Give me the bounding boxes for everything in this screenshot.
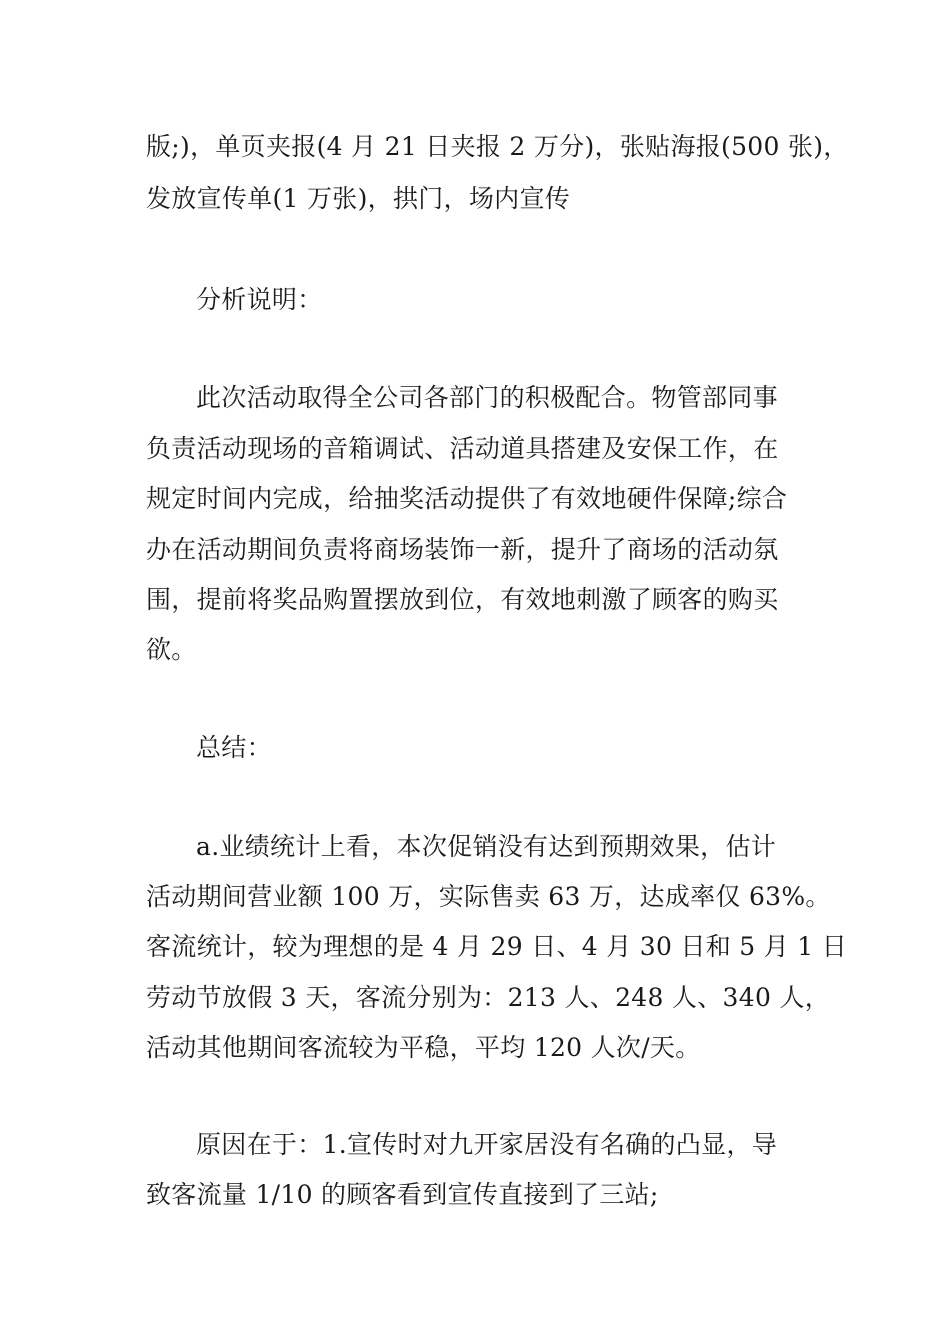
continuation-line-1: 版;)，单页夹报(4 月 21 日夹报 2 万分)，张贴海报(500 张)， bbox=[146, 132, 849, 161]
reasons-line-2: 致客流量 1/10 的顾客看到宣传直接到了三站; bbox=[146, 1180, 659, 1209]
analysis-line-5: 围，提前将奖品购置摆放到位，有效地刺激了顾客的购买 bbox=[146, 585, 779, 614]
analysis-line-2: 负责活动现场的音箱调试、活动道具搭建及安保工作，在 bbox=[146, 434, 779, 463]
continuation-line-2: 发放宣传单(1 万张)，拱门，场内宣传 bbox=[146, 184, 571, 213]
summary-heading: 总结： bbox=[196, 733, 272, 762]
summary-line-2: 活动期间营业额 100 万，实际售卖 63 万，达成率仅 63%。 bbox=[146, 882, 831, 911]
summary-line-5: 活动其他期间客流较为平稳，平均 120 人次/天。 bbox=[146, 1033, 701, 1062]
summary-line-1: a.业绩统计上看，本次促销没有达到预期效果，估计 bbox=[196, 832, 777, 861]
reasons-line-1: 原因在于：1.宣传时对九开家居没有名确的凸显，导 bbox=[196, 1130, 778, 1159]
analysis-line-3: 规定时间内完成，给抽奖活动提供了有效地硬件保障;综合 bbox=[146, 484, 788, 513]
analysis-heading: 分析说明： bbox=[196, 285, 323, 314]
analysis-line-4: 办在活动期间负责将商场装饰一新，提升了商场的活动氛 bbox=[146, 535, 779, 564]
summary-line-4: 劳动节放假 3 天，客流分别为：213 人、248 人、340 人， bbox=[146, 983, 830, 1012]
summary-line-3: 客流统计，较为理想的是 4 月 29 日、4 月 30 日和 5 月 1 日 bbox=[146, 932, 848, 961]
analysis-line-1: 此次活动取得全公司各部门的积极配合。物管部同事 bbox=[196, 383, 778, 412]
analysis-line-6: 欲。 bbox=[146, 635, 197, 664]
